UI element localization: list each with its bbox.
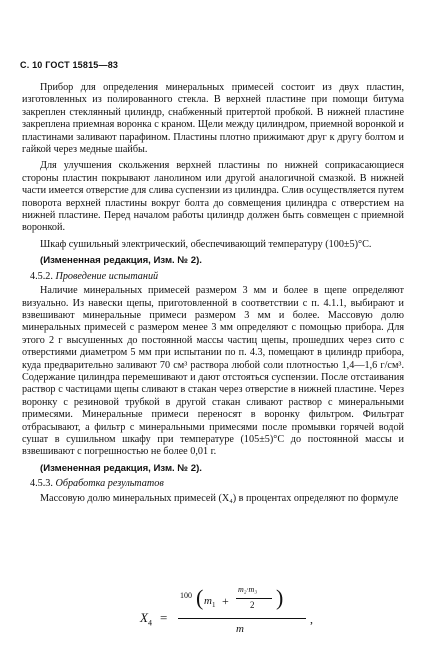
section-title: Проведение испытаний (55, 270, 159, 282)
formula-equals: = (160, 610, 168, 625)
formula-small-numerator: m₂·m₃ (238, 585, 258, 594)
formula-fraction-bar (178, 618, 306, 619)
paragraph-lubrication: Для улучшения скольжения верхней пластины по нижней соприкасающиеся стороны пластин покрывают ланолином или другой аналогичной смазкой. В нижней части имеется отверстие для слива суспензии из цилиндра. Слив осуществляется путем поворота верхней пластины вокруг болта до совмещения цилиндра с отверстием на нижней пластине. Перед началом работы цилиндр должен быть совмещен с приемной воронкой. (22, 160, 404, 234)
formula-hundred: 100 (180, 591, 192, 600)
amendment-note-1: (Измененная редакция, Изм. № 2). (40, 255, 202, 267)
section-number: 4.5.2. (30, 270, 53, 282)
formula-plus: + (222, 594, 229, 608)
paragraph-device-description: Прибор для определения минеральных примесей состоит из двух пластин, изготовленных из полированного стекла. В верхней пластине при помощи битума закреплен стеклянный цилиндр, снабженный притертой пробкой. В нижней пластине закреплена приемная воронка с краном. Щели между цилиндром, приемной воронкой и пластинами заливают парафином. Пластины плотно прижимают друг к другу болтом и гайкой через медные шайбы. (22, 82, 405, 156)
formula-x4 (140, 585, 320, 655)
section-heading-4-5-3 (22, 478, 404, 490)
formula-m1: $m_1$ (204, 595, 216, 610)
left-paren: ( (196, 585, 204, 610)
section-number: 4.5.3. (30, 478, 53, 490)
paragraph-test-procedure: Наличие минеральных примесей размером 3 мм и более в щепе определяют визуально. Из навески щепы, приготовленной в соответствии с п. 4.1.1, выбирают и взвешивают минеральные примеси размером 3 мм и более. Массовую долю минеральных примесей с размером менее 3 мм определяют с помощью прибора. Для этого 2 г высушенных до постоянной массы частиц щепы, прошедших через сито с отверстиями диаметром 5 мм при испытании по п. 4.3, помещают в цилиндр прибора, куда предварительно заливают 70 см³ раствора любой соли плотностью 1,4—1,6 г/см³. Содержание цилиндра перемешивают и дают отстояться суспензии. После отстаивания раствор с частицами щепы сливают в стакан через отверстие в нижней пластине. Через воронку с резиновой трубкой в другой стакан сливают раствор с минеральными примесями. Минеральные примеси переносят в воронку фильтром. Фильтрат отбрасывают, а фильтр с минеральными примесями после промывки горячей водой сушат в сушильном шкафу при температуре (105±5)°С до постоянной массы и взвешивают с погрешностью не более 0,01 г. (22, 285, 404, 458)
page-header: С. 10 ГОСТ 15815—83 (20, 60, 119, 70)
formula-numerator (178, 585, 298, 615)
formula-comma: , (310, 612, 313, 626)
amendment-note-2: (Измененная редакция, Изм. № 2). (40, 462, 202, 474)
paragraph-drying-cabinet: Шкаф сушильный электрический, обеспечивающий температуру (100±5)°С. (40, 238, 372, 250)
paragraph-results: Массовую долю минеральных примесей (X₄) в процентах определяют по формуле (40, 492, 399, 504)
formula-small-bar (236, 598, 272, 599)
formula-lhs: $X_4$ (140, 610, 152, 628)
formula-two: 2 (250, 600, 255, 610)
body-text (22, 82, 404, 509)
right-paren: ) (276, 585, 284, 610)
section-title: Обработка результатов (55, 478, 164, 490)
formula-denominator: m (236, 623, 244, 635)
section-heading-4-5-2 (22, 271, 404, 283)
